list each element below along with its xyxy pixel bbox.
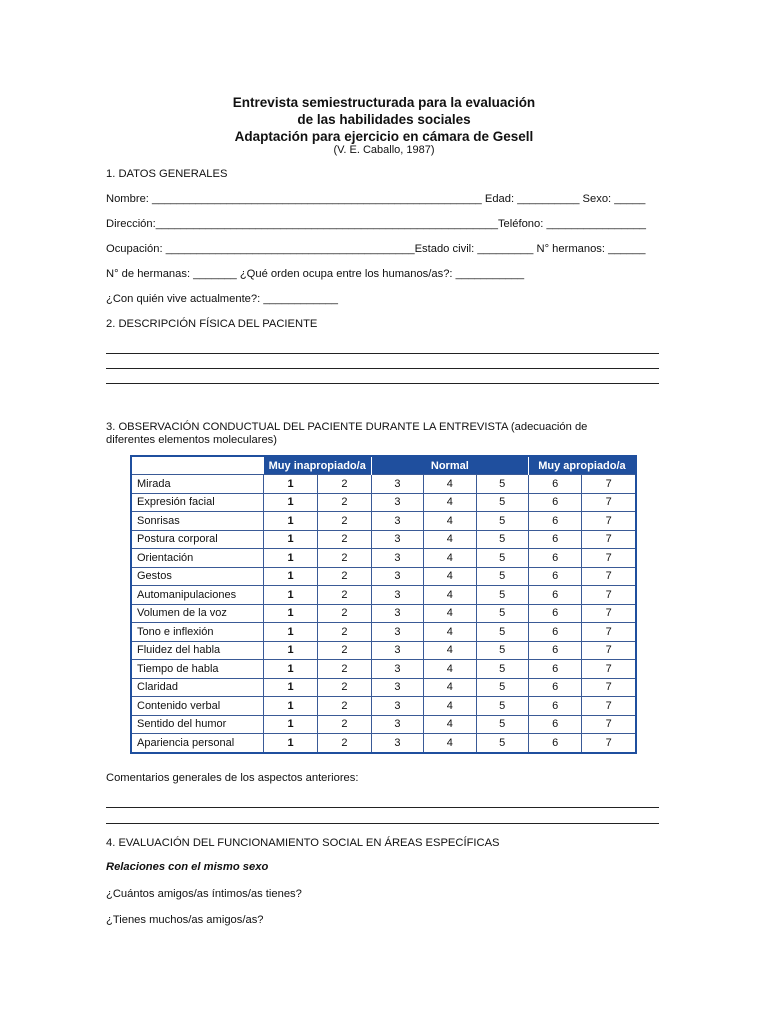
rating-cell-6: 6 [528,715,582,734]
rating-cell-6: 6 [528,512,582,531]
behavior-rating-table [130,455,637,754]
rating-cell-6: 6 [528,549,582,568]
rating-cell-7: 7 [582,715,636,734]
rating-cell-7: 7 [582,475,636,494]
rating-cell-1: 1 [264,567,318,586]
rating-cell-2: 2 [317,715,371,734]
rating-cell-6: 6 [528,530,582,549]
behavior-item-label: Orientación [131,549,264,568]
section-4-subheading: Relaciones con el mismo sexo [106,861,269,873]
rating-cell-2: 2 [317,493,371,512]
rating-cell-5: 5 [476,734,528,753]
rating-cell-5: 5 [476,660,528,679]
rating-cell-2: 2 [317,475,371,494]
behavior-item-label: Tiempo de habla [131,660,264,679]
rating-cell-7: 7 [582,641,636,660]
behavior-item-label: Sonrisas [131,512,264,531]
rating-cell-1: 1 [264,586,318,605]
rating-cell-4: 4 [424,586,476,605]
rating-cell-4: 4 [424,604,476,623]
rating-cell-2: 2 [317,641,371,660]
rating-cell-1: 1 [264,512,318,531]
rating-cell-6: 6 [528,641,582,660]
title-line-3: Adaptación para ejercicio en cámara de Gesell [234,129,534,144]
rating-cell-7: 7 [582,493,636,512]
rating-cell-3: 3 [371,641,423,660]
rating-cell-7: 7 [582,678,636,697]
rating-cell-1: 1 [264,493,318,512]
rating-cell-4: 4 [424,734,476,753]
rating-cell-3: 3 [371,567,423,586]
rating-cell-5: 5 [476,715,528,734]
rating-cell-1: 1 [264,530,318,549]
rating-cell-7: 7 [582,530,636,549]
rating-cell-2: 2 [317,604,371,623]
rating-cell-7: 7 [582,660,636,679]
rating-cell-4: 4 [424,715,476,734]
rating-cell-5: 5 [476,475,528,494]
rating-cell-4: 4 [424,678,476,697]
rating-cell-7: 7 [582,604,636,623]
behavior-item-label: Claridad [131,678,264,697]
rating-cell-6: 6 [528,697,582,716]
table-row [131,549,636,568]
table-header-blank [131,456,264,475]
rating-cell-7: 7 [582,623,636,642]
rating-cell-4: 4 [424,623,476,642]
table-row [131,697,636,716]
table-row [131,567,636,586]
blank-line [106,823,659,824]
blank-line [106,807,659,808]
table-body [131,475,636,753]
rating-cell-3: 3 [371,512,423,531]
behavior-item-label: Apariencia personal [131,734,264,753]
behavior-item-label: Sentido del humor [131,715,264,734]
rating-cell-1: 1 [264,475,318,494]
rating-cell-3: 3 [371,475,423,494]
field-hermanas-orden: N° de hermanas: _______ ¿Qué orden ocupa entre los humanos/as?: ___________ [106,268,525,280]
rating-cell-5: 5 [476,493,528,512]
behavior-item-label: Mirada [131,475,264,494]
table-row [131,586,636,605]
rating-cell-4: 4 [424,549,476,568]
rating-cell-1: 1 [264,623,318,642]
blank-line [106,383,659,384]
comments-label: Comentarios generales de los aspectos anteriores: [106,772,359,784]
rating-cell-6: 6 [528,567,582,586]
behavior-item-label: Automanipulaciones [131,586,264,605]
behavior-item-label: Tono e inflexión [131,623,264,642]
rating-cell-3: 3 [371,697,423,716]
table-row [131,604,636,623]
rating-cell-5: 5 [476,697,528,716]
header-normal: Normal [371,456,528,475]
rating-cell-2: 2 [317,586,371,605]
table-row [131,512,636,531]
rating-cell-7: 7 [582,697,636,716]
rating-cell-4: 4 [424,660,476,679]
rating-cell-1: 1 [264,604,318,623]
rating-cell-6: 6 [528,586,582,605]
behavior-item-label: Gestos [131,567,264,586]
section-2-heading: 2. DESCRIPCIÓN FÍSICA DEL PACIENTE [106,318,318,330]
rating-cell-6: 6 [528,604,582,623]
rating-cell-2: 2 [317,549,371,568]
field-ocupacion-estado-hermanos: Ocupación: ________________________________________Estado civil: _________ N° hermanos: ______ [106,243,646,255]
rating-cell-6: 6 [528,493,582,512]
rating-cell-6: 6 [528,678,582,697]
rating-cell-7: 7 [582,567,636,586]
rating-cell-6: 6 [528,734,582,753]
behavior-item-label: Volumen de la voz [131,604,264,623]
rating-cell-6: 6 [528,475,582,494]
rating-cell-2: 2 [317,512,371,531]
rating-cell-4: 4 [424,697,476,716]
rating-cell-2: 2 [317,697,371,716]
rating-cell-1: 1 [264,697,318,716]
rating-cell-3: 3 [371,715,423,734]
question-amigos-intimos: ¿Cuántos amigos/as íntimos/as tienes? [106,888,302,900]
rating-cell-1: 1 [264,678,318,697]
behavior-item-label: Contenido verbal [131,697,264,716]
rating-cell-1: 1 [264,549,318,568]
rating-cell-4: 4 [424,530,476,549]
table-row [131,678,636,697]
rating-cell-2: 2 [317,530,371,549]
rating-cell-7: 7 [582,549,636,568]
header-muy-inapropiado: Muy inapropiado/a [264,456,372,475]
rating-cell-5: 5 [476,530,528,549]
rating-cell-6: 6 [528,623,582,642]
rating-cell-2: 2 [317,567,371,586]
section-3-heading-line-1: 3. OBSERVACIÓN CONDUCTUAL DEL PACIENTE DURANTE LA ENTREVISTA (adecuación de [106,421,588,433]
field-direccion-telefono: Dirección:_______________________________________________________Teléfono: ________________ [106,218,647,230]
behavior-item-label: Postura corporal [131,530,264,549]
rating-cell-5: 5 [476,549,528,568]
rating-cell-1: 1 [264,641,318,660]
rating-cell-2: 2 [317,660,371,679]
rating-cell-4: 4 [424,567,476,586]
rating-cell-3: 3 [371,493,423,512]
rating-cell-7: 7 [582,734,636,753]
rating-cell-5: 5 [476,623,528,642]
rating-cell-2: 2 [317,623,371,642]
rating-cell-1: 1 [264,715,318,734]
table-row [131,734,636,753]
rating-cell-4: 4 [424,493,476,512]
rating-cell-1: 1 [264,660,318,679]
table-row [131,641,636,660]
behavior-item-label: Fluidez del habla [131,641,264,660]
rating-cell-5: 5 [476,512,528,531]
rating-cell-3: 3 [371,660,423,679]
rating-cell-1: 1 [264,734,318,753]
rating-cell-3: 3 [371,530,423,549]
rating-cell-5: 5 [476,641,528,660]
rating-cell-5: 5 [476,567,528,586]
rating-cell-2: 2 [317,734,371,753]
rating-cell-4: 4 [424,475,476,494]
behavior-item-label: Expresión facial [131,493,264,512]
rating-cell-3: 3 [371,734,423,753]
rating-cell-3: 3 [371,549,423,568]
rating-cell-3: 3 [371,586,423,605]
blank-line [106,368,659,369]
table-row [131,493,636,512]
blank-line [106,353,659,354]
rating-cell-3: 3 [371,623,423,642]
rating-cell-2: 2 [317,678,371,697]
header-muy-apropiado: Muy apropiado/a [528,456,636,475]
rating-cell-7: 7 [582,586,636,605]
section-4-heading: 4. EVALUACIÓN DEL FUNCIONAMIENTO SOCIAL EN ÁREAS ESPECÍFICAS [106,837,500,849]
field-con-quien-vive: ¿Con quién vive actualmente?: ____________ [106,293,338,305]
question-muchos-amigos: ¿Tienes muchos/as amigos/as? [106,914,264,926]
rating-cell-7: 7 [582,512,636,531]
table-row [131,715,636,734]
rating-cell-5: 5 [476,604,528,623]
title-line-2: de las habilidades sociales [297,112,471,127]
title-citation: (V. E. Caballo, 1987) [333,144,435,156]
rating-cell-4: 4 [424,641,476,660]
table-header-row [131,456,636,475]
field-nombre-edad-sexo: Nombre: _____________________________________________________ Edad: __________ Sexo: _____ [106,193,646,205]
title-line-1: Entrevista semiestructurada para la evaluación [232,95,536,110]
rating-cell-5: 5 [476,586,528,605]
section-3-heading-line-2: diferentes elementos moleculares) [106,434,278,446]
rating-cell-4: 4 [424,512,476,531]
section-1-heading: 1. DATOS GENERALES [106,168,228,180]
rating-cell-5: 5 [476,678,528,697]
rating-cell-3: 3 [371,678,423,697]
table-row [131,660,636,679]
table-row [131,623,636,642]
table-row [131,475,636,494]
rating-cell-3: 3 [371,604,423,623]
rating-cell-6: 6 [528,660,582,679]
table-row [131,530,636,549]
